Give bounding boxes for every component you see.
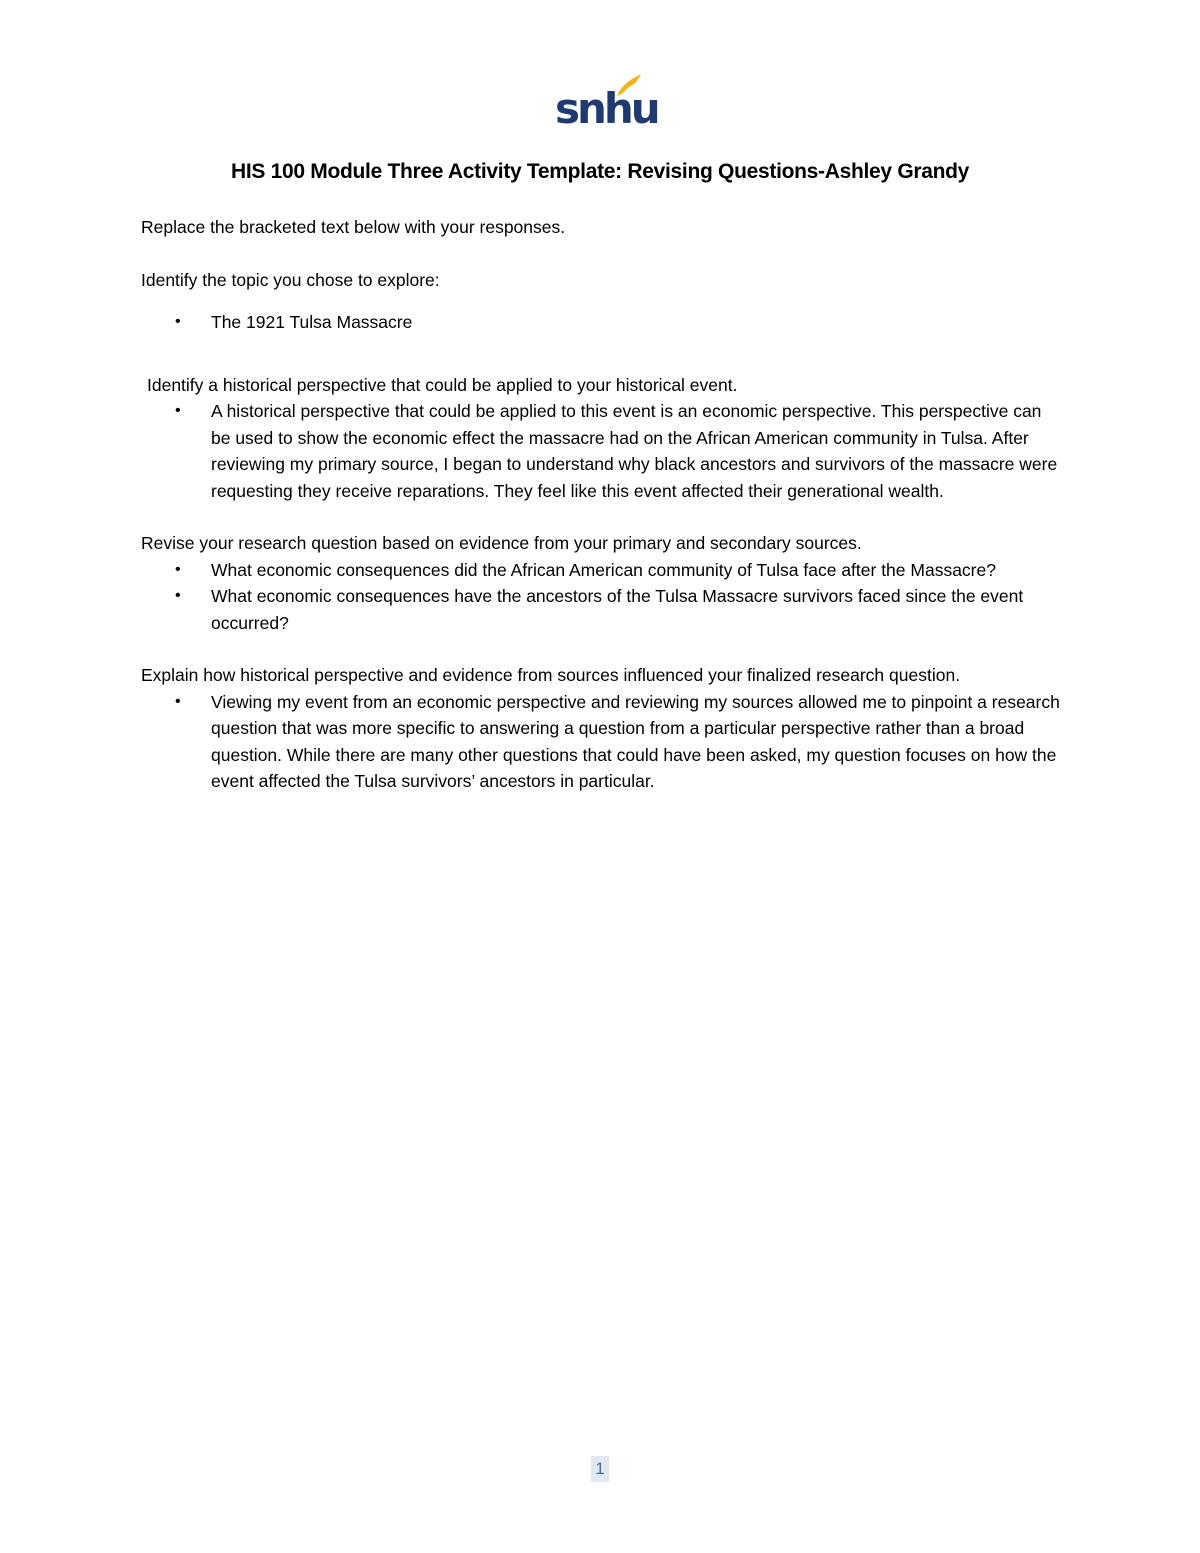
bullet-icon: • [175, 587, 181, 604]
list-item-text: Viewing my event from an economic perspective and reviewing my sources allowed me to pinpoint a research question that was more specific to answering a question from a particular perspective rather than a broad question. While there are many other questions that could have been asked, my question focuses on how the event affected the Tulsa survivors’ ancestors in particular. [211, 691, 1060, 791]
bullet-icon: • [175, 402, 181, 419]
section-prompt-explain: Explain how historical perspective and evidence from sources influenced your finalized research question. [141, 665, 961, 685]
list-item [175, 689, 1061, 795]
bullet-icon: • [175, 692, 181, 710]
document-body [141, 214, 1061, 795]
section-prompt-topic: Identify the topic you chose to explore: [141, 269, 440, 290]
revised-questions-list [141, 557, 1061, 637]
list-item-text: A historical perspective that could be applied to this event is an economic perspective. This perspective can be used to show the economic effect the massacre had on the African American community in Tulsa. After reviewing my primary source, I began to understand why black ancestors and survivors of the massacre were requesting they receive reparations. They feel like this event affected their generational wealth. [211, 401, 1058, 501]
bullet-icon: • [175, 560, 181, 578]
instructions-text: Replace the bracketed text below with your responses. [141, 217, 566, 237]
topic-bullet-list [141, 309, 1061, 336]
list-item [175, 309, 1061, 336]
bullet-icon: • [175, 313, 181, 330]
snhu-logo [555, 72, 658, 134]
list-item-text: The 1921 Tulsa Massacre [211, 312, 413, 332]
document-title: HIS 100 Module Three Activity Template: Revising Questions-Ashley Grandy [230, 160, 970, 183]
list-item-text: What economic consequences did the African American community of Tulsa face after the Massacre? [211, 559, 996, 580]
list-item [175, 583, 1061, 636]
page-number: 1 [591, 1456, 609, 1482]
section-prompt-perspective: Identify a historical perspective that could be applied to your historical event. [147, 374, 738, 395]
logo-wordmark: snhu [555, 84, 658, 133]
list-item [175, 398, 1061, 504]
list-item-text: What economic consequences have the ancestors of the Tulsa Massacre survivors faced since the event occurred? [211, 586, 1024, 633]
perspective-bullet-list [141, 398, 1061, 504]
list-item [175, 557, 1061, 584]
section-prompt-revise: Revise your research question based on evidence from your primary and secondary sources. [141, 533, 862, 553]
explanation-bullet-list [141, 689, 1061, 795]
